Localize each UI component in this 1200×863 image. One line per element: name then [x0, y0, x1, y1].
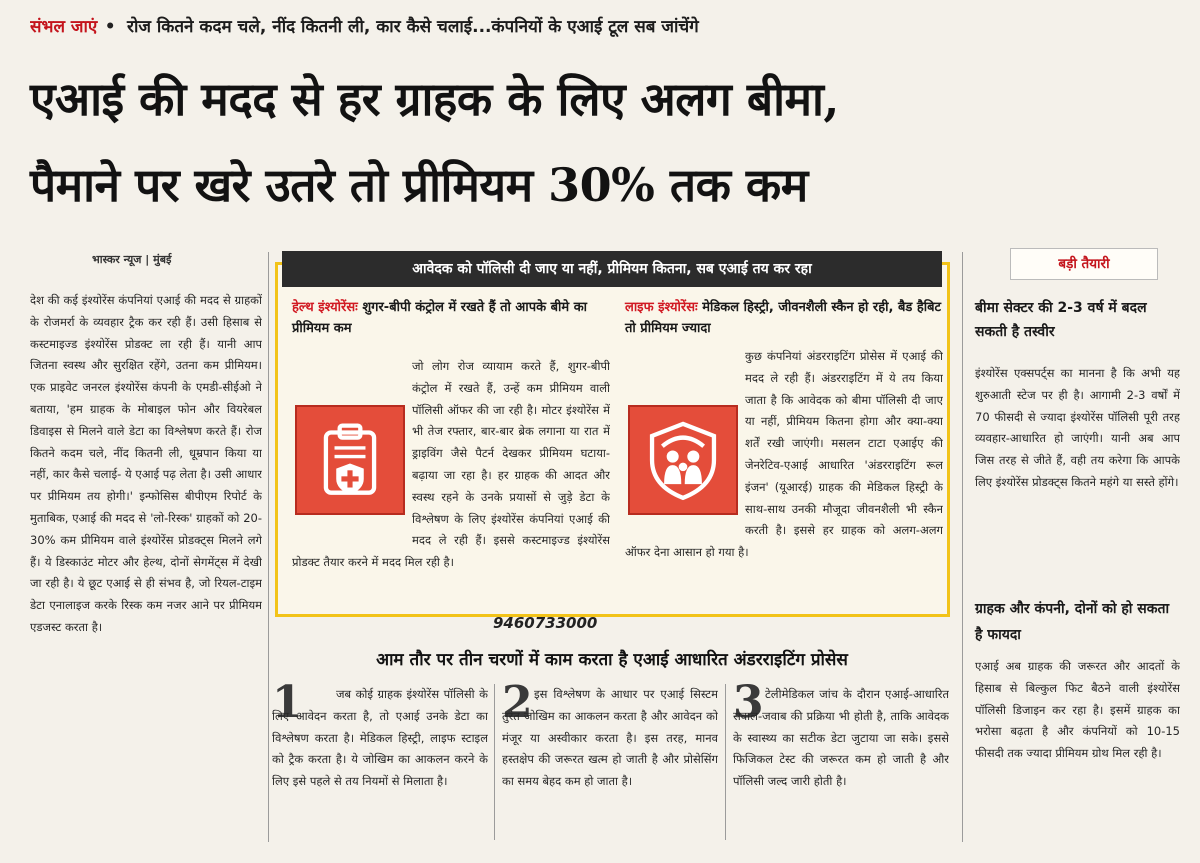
- headline-line-1: एआई की मदद से हर ग्राहक के लिए अलग बीमा,: [30, 72, 839, 126]
- byline-separator: |: [145, 253, 154, 266]
- step-divider-1: [494, 684, 495, 840]
- steps-title: आम तौर पर तीन चरणों में काम करता है एआई आधारित अंडरराइटिंग प्रोसेस: [376, 650, 848, 670]
- kicker-tag: संभल जाएं: [30, 17, 98, 37]
- sidebar-heading-1: बीमा सेक्टर की 2-3 वर्ष में बदल सकती है तस्वीर: [975, 300, 1147, 340]
- byline: [92, 252, 252, 276]
- life-label: लाइफ इंश्योरेंसः: [625, 300, 698, 315]
- health-title: शुगर-बीपी कंट्रोल में रखते हैं तो आपके बीमे का प्रीमियम कम: [292, 300, 588, 336]
- step-number-1: 1: [272, 677, 303, 728]
- feature-banner: आवेदक को पॉलिसी दी जाए या नहीं, प्रीमियम कितना, सब एआई तय कर रहा: [282, 251, 942, 287]
- step-2-body: इस विश्लेषण के आधार पर एआई सिस्टम तुरंत जोखिम का आकलन करता है और आवेदन को मंजूर या अस्वीकार करता है। इस तरह, मानव हस्तक्षेप की जरूरत खत्म हो जाती है और प्रोसेसिंग का समय बेहद कम हो जाता है।: [502, 687, 718, 789]
- column-divider: [268, 252, 269, 842]
- life-title: मेडिकल हिस्ट्री, जीवनशैली स्कैन हो रही, बैड हैबिट तो प्रीमियम ज्यादा: [625, 300, 942, 336]
- sidebar-text-2: एआई अब ग्राहक की जरूरत और आदतों के हिसाब से बिल्कुल फिट बैठने वाली इंश्योरेंस पॉलिसी डिजाइन कर रहा है। इसमें ग्राहक का भरोसा बढ़ता है और कंपनियों को 10-15 फीसदी तक ज्यादा प्रीमियम ग्रोथ मिल रही है।: [975, 659, 1180, 761]
- family-shield-icon: [628, 405, 738, 515]
- sidebar-tag: बड़ी तैयारी: [1010, 248, 1158, 280]
- step-3-text: [733, 684, 949, 844]
- phone-number: 9460733000: [493, 614, 598, 632]
- headline-line-2: पैमाने पर खरे उतरे तो प्रीमियम 30% तक कम: [30, 158, 808, 212]
- life-text: कुछ कंपनियां अंडरराइटिंग प्रोसेस में एआई की मदद ले रही हैं। अंडरराइटिंग में ये तय किया जाता है कि आवेदक को बीमा पॉलिसी दी जाए या नहीं, प्रीमियम कितना होगा और क्या-क्या शर्तें रखी जाएंगी। मसलन टाटा एआईए की जेनरेटिव-एआई आधारित 'अंडरराइटिंग रूल इंजन' (यूआरई) ग्राहक की मेडिकल हिस्ट्री के साथ-साथ उनकी मौजूदा जीवनशैली भी स्कैन करती है। इससे हर ग्राहक को अलग-अलग ऑफर देना आसान हो गया है।: [625, 349, 943, 560]
- left-column-text: देश की कई इंश्योरेंस कंपनियां एआई की मदद से ग्राहकों के रोजमर्रा के व्यवहार ट्रैक कर रही हैं। उसी हिसाब से कस्टमाइज्ड इंश्योरेंस प्रोडक्ट ला रही हैं। यानी आप जितना स्वस्थ और सुरक्षित रहेंगे, उतना कम प्रीमियम। एक प्राइवेट जनरल इंश्योरेंस कंपनी के एमडी-सीईओ ने बताया, 'हम ग्राहक के मोबाइल फोन और वियरेबल डिवाइस से मिलने वाले डेटा का विश्लेषण करते हैं। रोज कितने कदम चले, नींद कितनी ली, धूम्रपान किया या नहीं, कार कैसे चलाई- ये एआई पढ़ लेता है। उसी आधार पर प्रीमियम तय होगी।' इन्फोसिस बीपीएम रिपोर्ट के मुताबिक, एआई की मदद से 'लो-रिस्क' ग्राहकों को 20-30% कम प्रीमियम वाले इंश्योरेंस प्रोडक्ट्स मिलने लगे हैं। ये डिस्काउंट मोटर और हेल्थ, दोनों सेगमेंट्स में देखी जा रही है। ये छूट एआई से ही संभव है, जो रियल-टाइम डेटा एनालाइज करके रिस्क कम नजर आने पर प्रीमियम एडजस्ट करता है।: [30, 293, 262, 634]
- kicker-text: रोज कितने कदम चले, नींद कितनी ली, कार कैसे चलाई...कंपनियों के एआई टूल सब जांचेंगे: [127, 17, 699, 37]
- step-3-body: टेलीमेडिकल जांच के दौरान एआई-आधारित सवाल-जवाब की प्रक्रिया भी होती है, ताकि आवेदक के स्वास्थ्य का सटीक डेटा जुटाया जा सके। इससे फिजिकल टेस्ट की जरूरत कम हो जाती है और पॉलिसी जल्द जारी होती है।: [733, 687, 949, 789]
- step-number-3: 3: [733, 677, 764, 728]
- sidebar-heading-2: ग्राहक और कंपनी, दोनों को हो सकता है फायदा: [975, 601, 1170, 643]
- step-1-body: जब कोई ग्राहक इंश्योरेंस पॉलिसी के लिए आवेदन करता है, तो एआई उनके डेटा का विश्लेषण करता है। मेडिकल हिस्ट्री, लाइफ स्टाइल को ट्रैक करता है। ये जोखिम का आकलन करने के लिए इसे पहले से तय नियमों से मिलाता है।: [272, 687, 488, 789]
- step-indent: [272, 687, 304, 701]
- byline-city: मुंबई: [153, 253, 172, 266]
- step-2-text: [502, 684, 718, 844]
- step-1-text: [272, 684, 488, 844]
- bullet-dot: •: [104, 17, 116, 37]
- health-clipboard-icon: [295, 405, 405, 515]
- health-text: जो लोग रोज व्यायाम करते हैं, शुगर-बीपी कंट्रोल में रखते हैं, उन्हें कम प्रीमियम वाली पॉलिसी ऑफर की जा रही है। मोटर इंश्योरेंस में भी तेज रफ्तार, बार-बार ब्रेक लगाना या रात में ड्राइविंग जैसे पैटर्न देखकर प्रीमियम घटाया-बढ़ाया जा रहा है। हर ग्राहक की आदत और स्वस्थ रहने के उनके प्रयासों से जुड़े डेटा के विश्लेषण के लिए इंश्योरेंस कंपनियां एआई की मदद ले रही हैं। इससे कस्टमाइज्ड इंश्योरेंस प्रोडक्ट तैयार करने में मदद मिल रही है।: [292, 359, 610, 570]
- byline-source: भास्कर न्यूज: [92, 253, 142, 266]
- health-subhead: [292, 297, 610, 341]
- sidebar-divider: [962, 252, 963, 842]
- step-number-2: 2: [502, 677, 533, 728]
- sidebar-text-1: इंश्योरेंस एक्सपर्ट्स का मानना है कि अभी यह शुरुआती स्टेज पर ही है। आगामी 2-3 वर्षों में 70 फीसदी से ज्यादा इंश्योरेंस पॉलिसी पूरी तरह व्यवहार-आधारित हो जाएंगी। यानी अब आप जिस तरह से जीते हैं, वही तय करेगा कि आपके लिए इंश्योरेंस प्रोडक्ट्स कितने महंगे या सस्ते होंगे।: [975, 366, 1180, 489]
- kicker-line: [30, 10, 1180, 44]
- health-label: हेल्थ इंश्योरेंसः: [292, 300, 358, 315]
- step-divider-2: [725, 684, 726, 840]
- life-subhead: [625, 297, 943, 341]
